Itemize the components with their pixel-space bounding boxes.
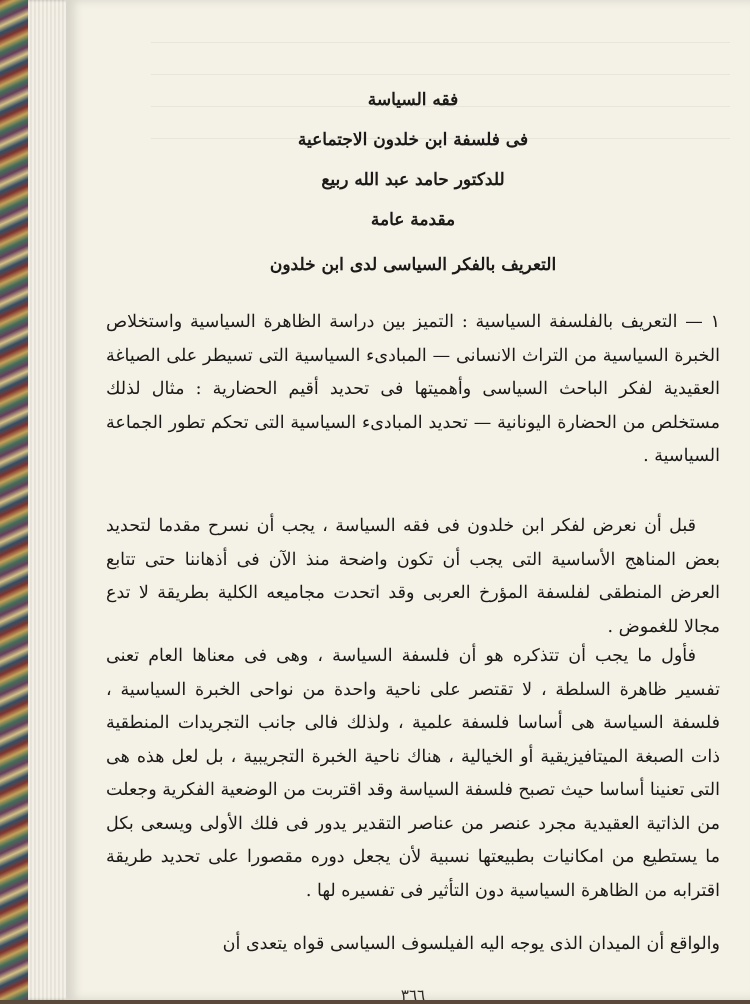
paragraph-1: ١ — التعريف بالفلسفة السياسية : التميز بين دراسة الظاهرة السياسية واستخلاص الخبرة السياسية من التراث الانسانى — المبادىء السياسية التى تسيطر على الصياغة العقيدية لفكر الباحث السياسى وأهميتها فى تحديد أقيم الحضارية : مثال لذلك مستخلص من الحضارة اليونانية — تحديد المبادىء السياسية التى تحكم تطور الجماعة السياسية . <box>106 312 720 466</box>
section-title: مقدمة عامة <box>370 210 456 230</box>
paragraph-3: فأول ما يجب أن تتذكره هو أن فلسفة السياسة ، وهى فى معناها العام تعنى تفسير ظاهرة السلطة ، لا تقتصر على ناحية واحدة من نواحى الخبرة السياسية ، فلسفة السياسة هى أساسا فلسفة علمية ، ولذلك فالى جانب التجريدات المنطقية ذات الصبغة الميتافيزيقية أو الخيالية ، هناك ناحية الخبرة التجريبية ، بل لعل هذه هى التى تعنينا أساسا حيث تصبح فلسفة السياسة وقد اقتربت من الوضعية الفكرية وجعلت من الذاتية العقيدية مجرد عنصر من عناصر التقدير يدور فى فلك الأولى ويسعى بكل ما يستطيع من امكانيات بطبيعتها نسبية لأن يجعل دوره مقصورا على تحديد طريقة اقترابه من الظاهرة السياسية دون التأثير فى تفسيره لها . <box>106 646 720 901</box>
page-number: ٣٦٦ <box>400 986 426 1004</box>
title-line-2: فى فلسفة ابن خلدون الاجتماعية <box>297 130 529 150</box>
page-content <box>106 0 720 1004</box>
book-page <box>66 0 750 1004</box>
author-line: للدكتور حامد عبد الله ربيع <box>321 170 505 190</box>
subsection-title: التعريف بالفكر السياسى لدى ابن خلدون <box>269 255 557 275</box>
title-line-1: فقه السياسة <box>367 90 459 110</box>
paragraph-2: قبل أن نعرض لفكر ابن خلدون فى فقه السياسة ، يجب أن نسرح مقدما لتحديد بعض المناهج الأساسية التى يجب أن تكون واضحة منذ الآن فى أذهاننا حتى تتابع العرض المنطقى لفلسفة المؤرخ العربى وقد اتحدت مجاميعه الكلية بطريقة لا تدع مجالا للغموض . <box>106 516 720 637</box>
paragraph-4: والواقع أن الميدان الذى يوجه اليه الفيلسوف السياسى قواه يتعدى أن <box>222 934 720 954</box>
